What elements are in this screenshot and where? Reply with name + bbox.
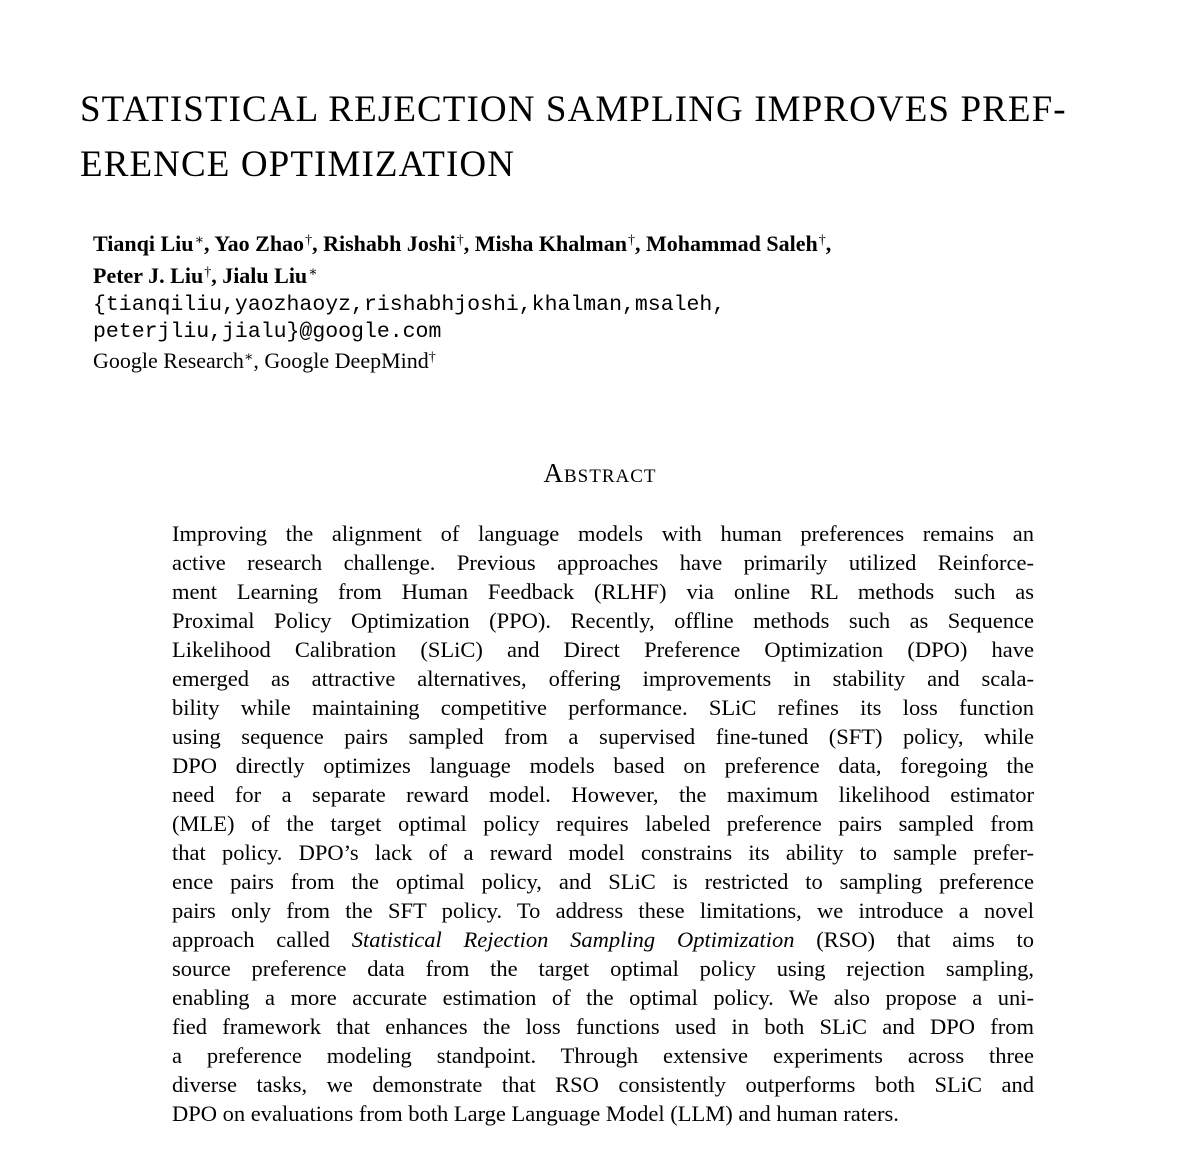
title-line: ERENCE OPTIMIZATION [80, 144, 516, 185]
author-name: Yao Zhao [214, 231, 305, 256]
author-affiliations [93, 346, 1133, 376]
abstract-line: enabling a more accurate estimation of the optimal policy. We also propose a uni- [172, 985, 1034, 1010]
affiliation-name: Google DeepMind [264, 348, 429, 373]
abstract-body [172, 519, 1034, 1128]
abstract-line: using sequence pairs sampled from a supervised fine-tuned (SFT) policy, while [172, 724, 1034, 749]
author-name: Peter J. Liu [93, 263, 204, 288]
author-separator: , [312, 231, 324, 256]
abstract-text: (RSO) that aims to [794, 927, 1035, 952]
author-name: Tianqi Liu [93, 231, 194, 256]
affiliation-mark: † [627, 233, 635, 248]
paper-title [80, 82, 1140, 192]
abstract-line: Likelihood Calibration (SLiC) and Direct Preference Optimization (DPO) have [172, 637, 1034, 662]
abstract-line: need for a separate reward model. However, the maximum likelihood estimator [172, 782, 1034, 807]
abstract-line: Improving the alignment of language models with human preferences remains an [172, 521, 1034, 546]
abstract-line [172, 925, 1034, 954]
abstract-line: pairs only from the SFT policy. To address these limitations, we introduce a novel [172, 898, 1034, 923]
abstract-line: DPO directly optimizes language models based on preference data, foregoing the [172, 753, 1034, 778]
author-name: Rishabh Joshi [323, 231, 456, 256]
abstract-line: ence pairs from the optimal policy, and SLiC is restricted to sampling preference [172, 869, 1034, 894]
author-emails: peterjliu,jialu}@google.com [93, 320, 442, 344]
abstract-line: fied framework that enhances the loss functions used in both SLiC and DPO from [172, 1014, 1034, 1039]
affiliation-mark: † [428, 350, 436, 365]
affiliation-mark: † [204, 265, 212, 280]
author-separator: , [634, 231, 646, 256]
author-separator: , [463, 231, 475, 256]
author-line-1 [93, 228, 1133, 260]
title-line: STATISTICAL REJECTION SAMPLING IMPROVES PREF- [80, 89, 1067, 130]
affiliation-mark: † [456, 233, 464, 248]
abstract-line: ment Learning from Human Feedback (RLHF) via online RL methods such as [172, 579, 1034, 604]
abstract-line: Proximal Policy Optimization (PPO). Recently, offline methods such as Sequence [172, 608, 1034, 633]
author-separator: , [211, 263, 223, 288]
affiliation-separator: , [253, 348, 265, 373]
affiliation-mark: † [818, 233, 826, 248]
abstract-line: DPO on evaluations from both Large Language Model (LLM) and human raters. [172, 1101, 899, 1126]
abstract-text: approach called [172, 927, 352, 952]
author-separator: , [825, 231, 832, 256]
method-name-italic: Statistical Rejection Sampling Optimization [351, 927, 795, 952]
affiliation-mark: † [305, 233, 313, 248]
abstract-line: (MLE) of the target optimal policy requires labeled preference pairs sampled from [172, 811, 1034, 836]
affiliation-mark: ∗ [308, 265, 318, 280]
author-name: Misha Khalman [474, 231, 627, 256]
abstract-line: diverse tasks, we demonstrate that RSO consistently outperforms both SLiC and [172, 1072, 1034, 1097]
affiliation-mark: ∗ [194, 233, 205, 248]
abstract-line: emerged as attractive alternatives, offering improvements in stability and scala- [172, 666, 1034, 691]
abstract-line: source preference data from the target optimal policy using rejection sampling, [172, 956, 1034, 981]
abstract-heading: Abstract [543, 458, 657, 488]
affiliation-mark: ∗ [243, 350, 254, 365]
author-separator: , [204, 231, 215, 256]
author-line-2 [93, 260, 1133, 292]
author-block [93, 228, 1133, 376]
affiliation-name: Google Research [93, 348, 244, 373]
author-emails: {tianqiliu,yaozhaoyz,rishabhjoshi,khalman,msaleh, [93, 293, 726, 317]
abstract-line: active research challenge. Previous approaches have primarily utilized Reinforce- [172, 550, 1034, 575]
abstract-line: a preference modeling standpoint. Through extensive experiments across three [172, 1043, 1034, 1068]
author-name: Mohammad Saleh [645, 231, 818, 256]
abstract-line: bility while maintaining competitive performance. SLiC refines its loss function [172, 695, 1034, 720]
author-name: Jialu Liu [222, 263, 308, 288]
abstract-line: that policy. DPO’s lack of a reward model constrains its ability to sample prefer- [172, 840, 1034, 865]
